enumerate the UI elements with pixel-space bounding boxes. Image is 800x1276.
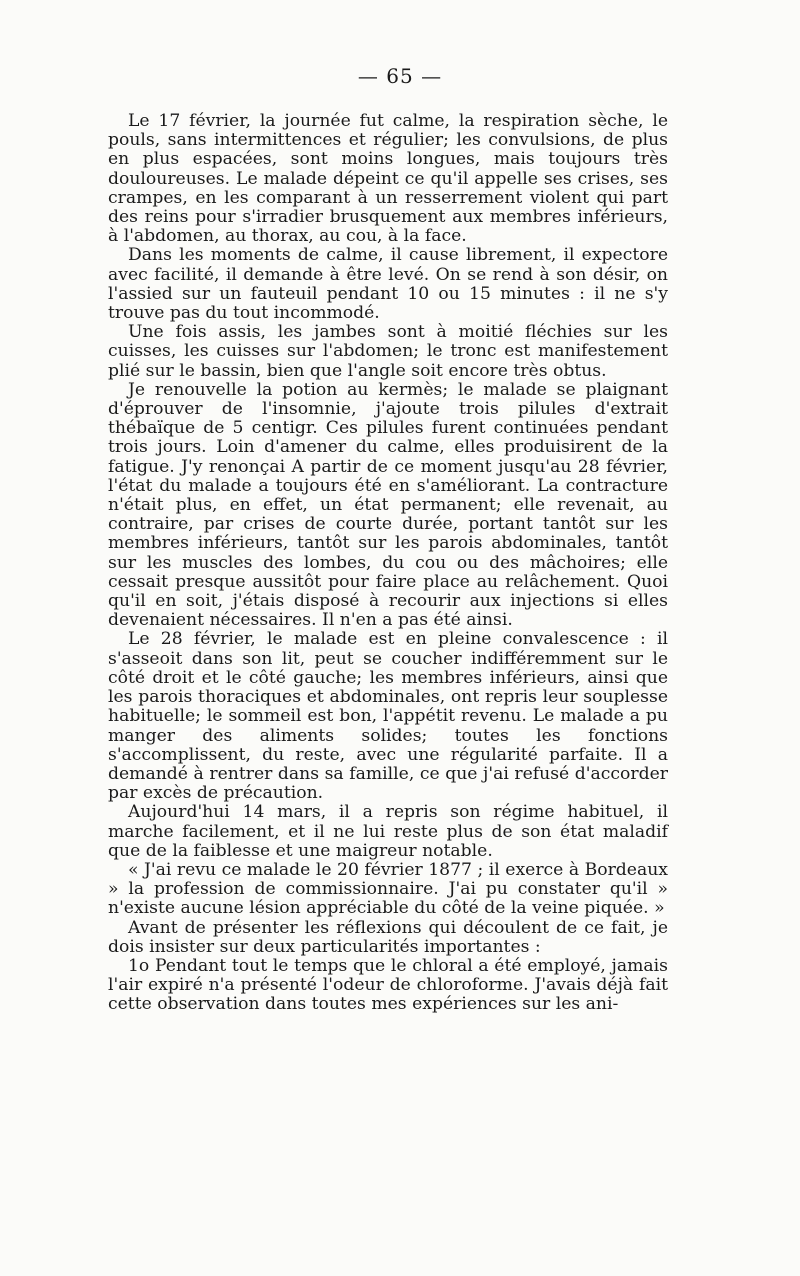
paragraph: « J'ai revu ce malade le 20 février 1877 ; il exerce à Bordeaux » la profession de commissionnaire. J'ai pu constater qu'il » n'existe aucune lésion appréciable du côté de la veine piquée. » xyxy=(108,859,668,919)
paragraph: 1o Pendant tout le temps que le chloral a été employé, jamais l'air expiré n'a présenté l'odeur de chloroforme. J'avais déjà fait cette observation dans toutes mes expériences sur les ani- xyxy=(108,955,668,1015)
paragraph: Le 28 février, le malade est en pleine convalescence : il s'asseoit dans son lit, peut se coucher indifféremment sur le côté droit et le côté gauche; les membres inférieurs, ainsi que les parois thoraciques et abdominales, ont repris leur souplesse habituelle; le sommeil est bon, l'appétit revenu. Le malade a pu manger des aliments solides; toutes les fonctions s'accomplissent, du reste, avec une régularité parfaite. Il a demandé à rentrer dans sa famille, ce que j'ai refusé d'accorder par excès de précaution. xyxy=(108,629,668,804)
paragraph: Dans les moments de calme, il cause librement, il expectore avec facilité, il demande à être levé. On se rend à son désir, on l'assied sur un fauteuil pendant 10 ou 15 minutes : il ne s'y trouve pas du tout incommodé. xyxy=(108,245,668,324)
paragraph: Le 17 février, la journée fut calme, la respiration sèche, le pouls, sans intermittences et régulier; les convulsions, de plus en plus espacées, sont moins longues, mais toujours très douloureuses. Le malade dépeint ce qu'il appelle ses crises, ses crampes, en les comparant à un resserrement violent qui part des reins pour s'irradier brusquement aux membres inférieurs, à l'abdomen, au thorax, au cou, à la face. xyxy=(108,111,668,247)
paragraph: Je renouvelle la potion au kermès; le malade se plaignant d'éprouver de l'insomnie, j'ajoute trois pilules d'extrait thébaïque de 5 centigr. Ces pilules furent continuées pendant trois jours. Loin d'amener du calme, elles produisirent de la fatigue. J'y renonçai A partir de ce moment jusqu'au 28 février, l'état du malade a toujours été en s'améliorant. La contracture n'était plus, en effet, un état permanent; elle revenait, au contraire, par crises de courte durée, portant tantôt sur les membres inférieurs, tantôt sur les parois abdominales, tantôt sur les muscles des lombes, du cou ou des mâchoires; elle cessait presque aussitôt pour faire place au relâchement. Quoi qu'il en soit, j'étais disposé à recourir aux injections si elles devenaient nécessaires. Il n'en a pas été ainsi. xyxy=(108,379,668,631)
paragraph: Avant de présenter les réflexions qui découlent de ce fait, je dois insister sur deux particularités importantes : xyxy=(108,917,668,957)
paragraph: Une fois assis, les jambes sont à moitié fléchies sur les cuisses, les cuisses sur l'abdomen; le tronc est manifestement plié sur le bassin, bien que l'angle soit encore très obtus. xyxy=(108,322,668,381)
body-text xyxy=(108,112,668,1015)
page-number: — 65 — xyxy=(357,64,443,88)
paragraph: Aujourd'hui 14 mars, il a repris son régime habituel, il marche facilement, et il ne lui reste plus de son état maladif que de la faiblesse et une maigreur notable. xyxy=(108,802,668,861)
